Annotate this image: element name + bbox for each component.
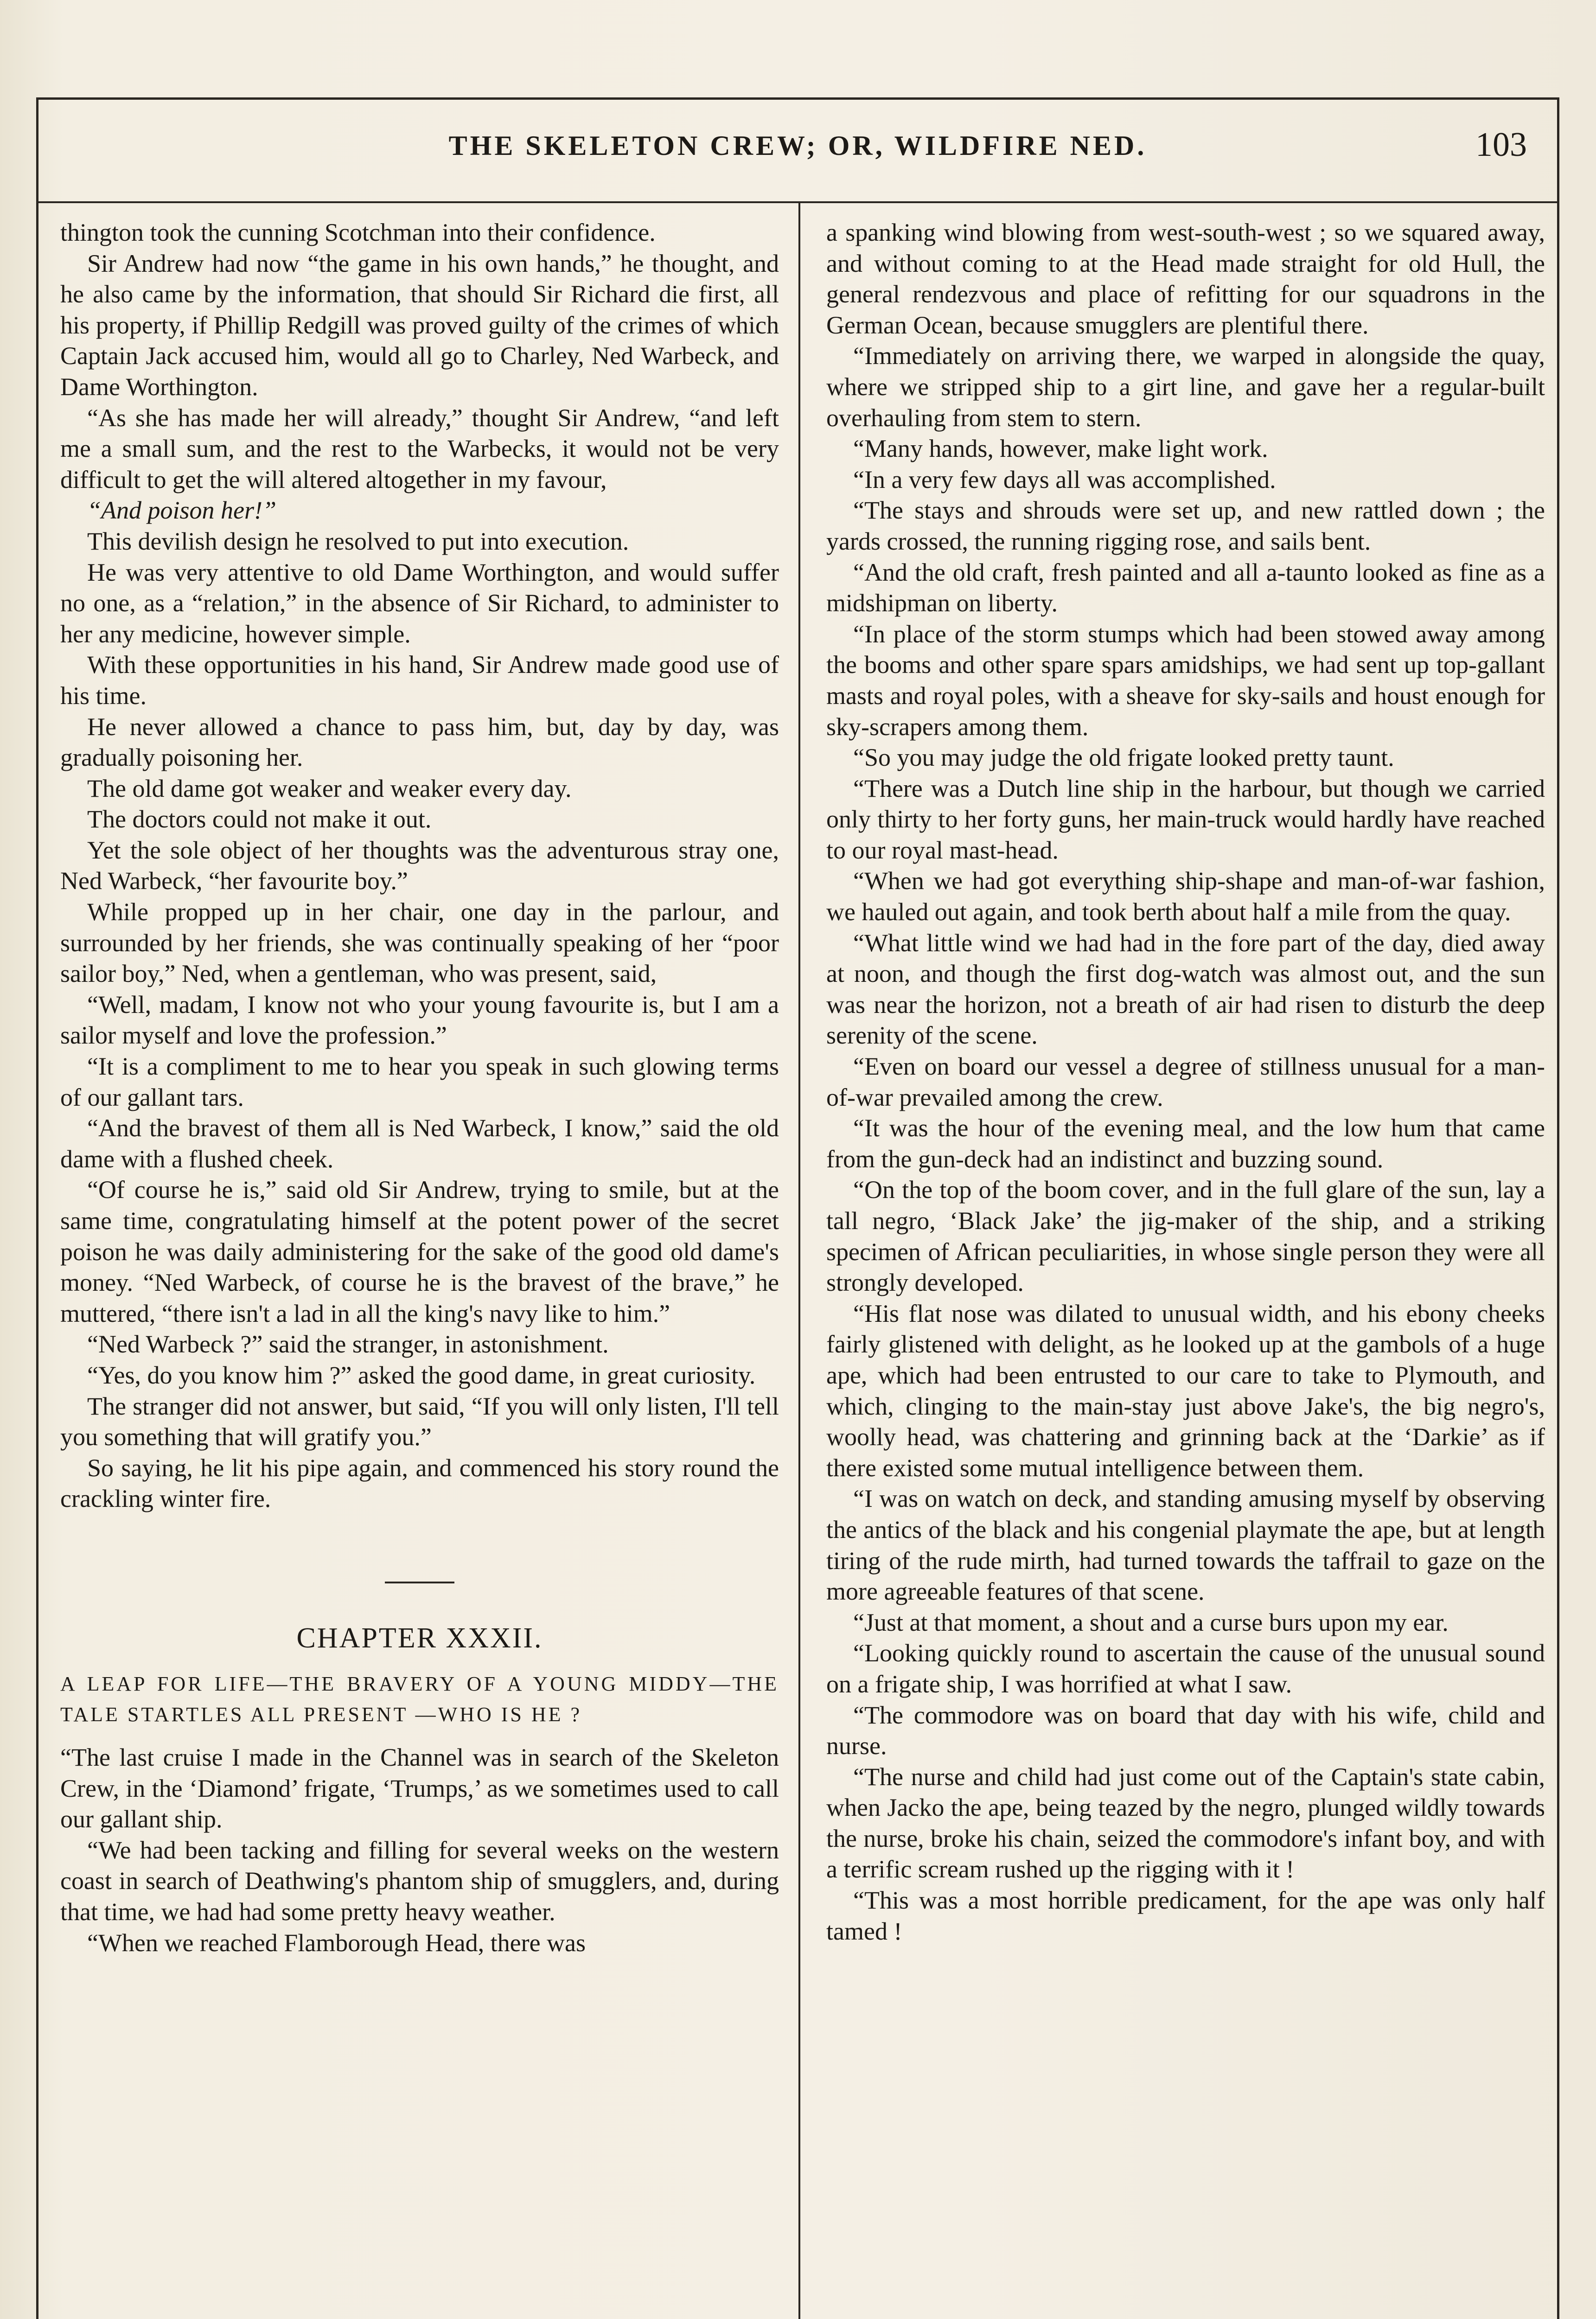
paragraph: a spanking wind blowing from west-south-west ; so we squared away, and without coming to at the Head made straight for old Hull, the general rendezvous and place of refitting for our squadrons in the German Ocean, because smugglers are plentiful there. — [826, 218, 1545, 339]
paragraph: “The nurse and child had just come out of the Captain's state cabin, when Jacko the ape, being teazed by the negro, plunged wildly towards the nurse, broke his chain, seized the commodore's infant boy, and with a terrific scream rushed up the rigging with it ! — [826, 1762, 1545, 1883]
paragraph: “The last cruise I made in the Channel was in search of the Skeleton Crew, in the ‘Diamond’ frigate, ‘Trumps,’ as we sometimes used to call our gallant ship. — [60, 1743, 779, 1833]
paragraph: “We had been tacking and filling for several weeks on the western coast in search of Deathwing's phantom ship of smugglers, and, during that time, we had had some pretty heavy weather. — [60, 1836, 779, 1926]
paragraph: “His flat nose was dilated to unusual width, and his ebony cheeks fairly glistened with delight, as he looked up at the gambols of a huge ape, which had been entrusted to our care to take to Plymouth, and which, clinging to the main-stay just above Jake's, the big negro's, woolly head, was chattering and grinning back at the ‘Darkie’ as if there existed some mutual intelligence between them. — [826, 1299, 1545, 1482]
paragraph: “The commodore was on board that day with his wife, child and nurse. — [826, 1701, 1545, 1760]
paragraph: Yet the sole object of her thoughts was the adventurous stray one, Ned Warbeck, “her favourite boy.” — [60, 836, 779, 895]
chapter-synopsis: A LEAP FOR LIFE—THE BRAVERY OF A YOUNG MIDDY—THE TALE STARTLES ALL PRESENT —WHO IS HE ? — [60, 1672, 779, 1726]
paragraph: The stranger did not answer, but said, “If you will only listen, I'll tell you something that will gratify you.” — [60, 1392, 779, 1451]
paragraph: He was very attentive to old Dame Worthington, and would suffer no one, as a “relation,” in the absence of Sir Richard, to administer to her any medicine, however simple. — [60, 558, 779, 648]
paragraph: “Just at that moment, a shout and a curse burs upon my ear. — [853, 1608, 1449, 1636]
paragraph: “So you may judge the old frigate looked pretty taunt. — [853, 743, 1394, 772]
paragraph: thington took the cunning Scotchman into their confidence. — [60, 218, 656, 246]
paragraph: “On the top of the boom cover, and in the full glare of the sun, lay a tall negro, ‘Black Jake’ the jig-maker of the ship, and a striking specimen of African peculiarities, in whose single person they were all strongly developed. — [826, 1176, 1545, 1297]
paragraph: “Well, madam, I know not who your young favourite is, but I am a sailor myself and love the profession.” — [60, 990, 779, 1050]
paragraph: “When we reached Flamborough Head, there was — [87, 1928, 586, 1957]
paragraph: “And poison her!” — [87, 496, 277, 525]
paragraph: Sir Andrew had now “the game in his own hands,” he thought, and he also came by the information, that should Sir Richard die first, all his property, if Phillip Redgill was proved guilty of the crimes of which Captain Jack accused him, would all go to Charley, Ned Warbeck, and Dame Worthington. — [60, 249, 779, 401]
paragraph: With these opportunities in his hand, Sir Andrew made good use of his time. — [60, 651, 779, 710]
page-header — [36, 97, 1559, 203]
paragraph: “It is a compliment to me to hear you speak in such glowing terms of our gallant tars. — [60, 1052, 779, 1111]
column-divider — [798, 203, 800, 2319]
running-title: THE SKELETON CREW; OR, WILDFIRE NED. — [448, 130, 1147, 161]
paragraph: “Even on board our vessel a degree of stillness unusual for a man-of-war prevailed among the crew. — [826, 1052, 1545, 1111]
paragraph: While propped up in her chair, one day in the parlour, and surrounded by her friends, she was continually speaking of her “poor sailor boy,” Ned, when a gentleman, who was present, said, — [60, 898, 779, 988]
paragraph: “Of course he is,” said old Sir Andrew, trying to smile, but at the same time, congratulating himself at the potent power of the secret poison he was daily administering for the sake of the good old dame's money. “Ned Warbeck, of course he is the bravest of the brave,” he muttered, “there isn't a lad in all the king's navy like to him.” — [60, 1176, 779, 1327]
section-rule — [385, 1582, 454, 1583]
paragraph: “The stays and shrouds were set up, and new rattled down ; the yards crossed, the running rigging rose, and sails bent. — [826, 496, 1545, 555]
paragraph: “It was the hour of the evening meal, and the low hum that came from the gun-deck had an indistinct and buzzing sound. — [826, 1114, 1545, 1173]
paragraph: “Looking quickly round to ascertain the cause of the unusual sound on a frigate ship, I was horrified at what I saw. — [826, 1639, 1545, 1698]
paragraph: “This was a most horrible predicament, for the ape was only half tamed ! — [826, 1886, 1545, 1945]
paragraph: “As she has made her will already,” thought Sir Andrew, “and left me a small sum, and the rest to the Warbecks, it would not be very difficult to get the will altered altogether in my favour, — [60, 404, 779, 493]
page-number: 103 — [1475, 126, 1527, 164]
paragraph: The old dame got weaker and weaker every day. — [87, 774, 572, 802]
paragraph: The doctors could not make it out. — [87, 805, 432, 833]
paragraph: “In place of the storm stumps which had been stowed away among the booms and other spare spars amidships, we had sent up top-gallant masts and royal poles, with a sheave for sky-sails and houst enough for sky-scrapers among them. — [826, 620, 1545, 741]
paragraph: “I was on watch on deck, and standing amusing myself by observing the antics of the black and his congenial playmate the ape, but at length tiring of the rude mirth, had turned towards the taffrail to gaze on the more agreeable features of that scene. — [826, 1485, 1545, 1606]
paragraph: “When we had got everything ship-shape and man-of-war fashion, we hauled out again, and took berth about half a mile from the quay. — [826, 867, 1545, 926]
chapter-title: CHAPTER XXXII. — [296, 1622, 543, 1654]
paragraph: “Ned Warbeck ?” said the stranger, in astonishment. — [87, 1330, 609, 1358]
paragraph: “Yes, do you know him ?” asked the good dame, in great curiosity. — [87, 1361, 756, 1389]
paragraph: “What little wind we had had in the fore part of the day, died away at noon, and though the first dog-watch was almost out, and the sun was near the horizon, not a breath of air had risen to disturb the deep serenity of the scene. — [826, 929, 1545, 1050]
right-column — [826, 217, 1545, 2319]
paragraph: “In a very few days all was accomplished. — [853, 465, 1276, 493]
paragraph: “There was a Dutch line ship in the harbour, but though we carried only thirty to her forty guns, her main-truck would hardly have reached to our royal mast-head. — [826, 774, 1545, 864]
paragraph: “Immediately on arriving there, we warped in alongside the quay, where we stripped ship to a girt line, and gave her a regular-built overhauling from stem to stern. — [826, 342, 1545, 432]
paragraph: “And the bravest of them all is Ned Warbeck, I know,” said the old dame with a flushed cheek. — [60, 1114, 779, 1173]
left-column — [60, 217, 779, 2319]
paragraph: He never allowed a chance to pass him, but, day by day, was gradually poisoning her. — [60, 712, 779, 772]
paragraph: “And the old craft, fresh painted and all a-taunto looked as fine as a midshipman on liberty. — [826, 558, 1545, 617]
paragraph: This devilish design he resolved to put into execution. — [87, 527, 629, 555]
paragraph: So saying, he lit his pipe again, and commenced his story round the crackling winter fire. — [60, 1454, 779, 1513]
paragraph: “Many hands, however, make light work. — [853, 435, 1268, 463]
